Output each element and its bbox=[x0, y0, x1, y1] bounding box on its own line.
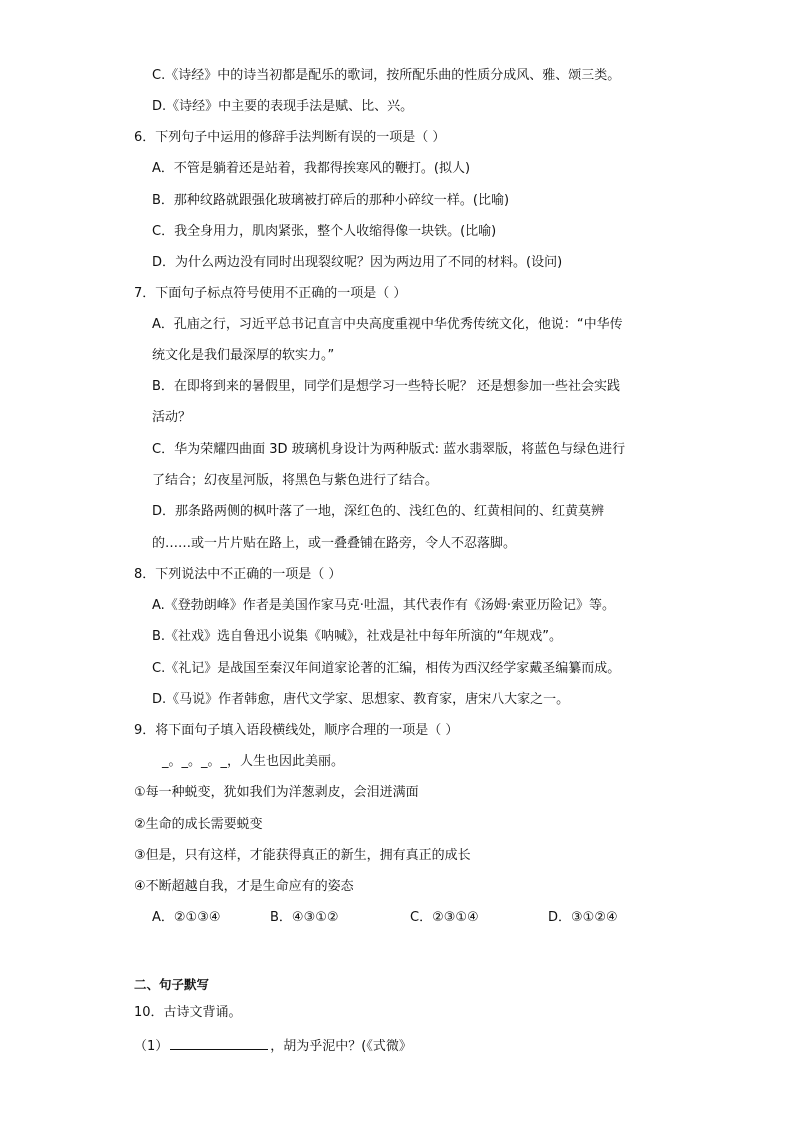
q9-option-b: B．④③①② bbox=[270, 910, 339, 925]
q8-option-a: A.《登勃朗峰》作者是美国作家马克·吐温，其代表作有《汤姆·索亚历险记》等。 bbox=[152, 598, 616, 613]
q6-option-d: D．为什么两边没有同时出现裂纹呢？因为两边用了不同的材料。(设问) bbox=[152, 255, 563, 270]
q9-sentence-4: ④不断超越自我，才是生命应有的姿态 bbox=[134, 879, 354, 894]
q7-option-b-line1: B．在即将到来的暑假里，同学们是想学习一些特长呢？ 还是想参加一些社会实践 bbox=[152, 379, 621, 394]
q10-1-answer-blank[interactable] bbox=[170, 1036, 268, 1050]
q9-blanks: _。_。_。_，人生也因此美丽。 bbox=[162, 754, 345, 769]
q10-1-line bbox=[134, 1036, 412, 1056]
q6-stem: 6．下列句子中运用的修辞手法判断有误的一项是（ ） bbox=[134, 130, 446, 145]
q6-option-c: C．我全身用力，肌肉紧张，整个人收缩得像一块铁。(比喻) bbox=[152, 224, 497, 239]
q7-option-a-line1: A．孔庙之行，习近平总书记直言中央高度重视中华优秀传统文化，他说：“中华传 bbox=[152, 317, 623, 332]
q7-option-c-line1: C．华为荣耀四曲面 3D 玻璃机身设计为两种版式: 蓝水翡翠版，将蓝色与绿色进行 bbox=[152, 442, 626, 457]
q8-stem: 8．下列说法中不正确的一项是（ ） bbox=[134, 567, 342, 582]
q7-option-d-line1: D．那条路两侧的枫叶落了一地，深红色的、浅红色的、红黄相间的、红黄莫辨 bbox=[152, 504, 605, 519]
q8-option-d: D.《马说》作者韩愈，唐代文学家、思想家、教育家，唐宋八大家之一。 bbox=[152, 692, 570, 707]
q10-1-number: （1） bbox=[134, 1039, 169, 1054]
q7-stem: 7．下面句子标点符号使用不正确的一项是（ ） bbox=[134, 286, 407, 301]
section-heading: 二、句子默写 bbox=[134, 977, 210, 992]
q7-option-a-line2: 统文化是我们最深厚的软实力。” bbox=[152, 348, 335, 363]
q9-option-d: D．③①②④ bbox=[548, 910, 618, 925]
q8-option-b: B.《社戏》选自鲁迅小说集《呐喊》，社戏是社中每年所演的“年规戏”。 bbox=[152, 629, 563, 644]
q6-option-b: B．那种纹路就跟强化玻璃被打碎后的那种小碎纹一样。(比喻) bbox=[152, 193, 510, 208]
q10-stem: 10．古诗文背诵。 bbox=[134, 1005, 242, 1020]
q9-option-a: A．②①③④ bbox=[152, 910, 221, 925]
q9-option-c: C．②③①④ bbox=[410, 910, 479, 925]
q5-option-c: C.《诗经》中的诗当初都是配乐的歌词，按所配乐曲的性质分成风、雅、颂三类。 bbox=[152, 68, 621, 83]
q9-stem: 9．将下面句子填入语段横线处，顺序合理的一项是（ ） bbox=[134, 723, 459, 738]
q8-option-c: C.《礼记》是战国至秦汉年间道家论著的汇编，相传为西汉经学家戴圣编纂而成。 bbox=[152, 661, 621, 676]
q6-option-a: A．不管是躺着还是站着，我都得挨寒风的鞭打。(拟人) bbox=[152, 161, 471, 176]
q5-option-d: D.《诗经》中主要的表现手法是赋、比、兴。 bbox=[152, 99, 414, 114]
q10-1-text: ，胡为乎泥中？(《式微》 bbox=[270, 1039, 412, 1054]
q7-option-c-line2: 了结合；幻夜星河版，将黑色与紫色进行了结合。 bbox=[152, 473, 439, 488]
q7-option-b-line2: 活动？ bbox=[152, 410, 192, 425]
q7-option-d-line2: 的……或一片片贴在路上，或一叠叠铺在路旁，令人不忍落脚。 bbox=[152, 536, 517, 551]
q9-sentence-3: ③但是，只有这样，才能获得真正的新生，拥有真正的成长 bbox=[134, 848, 471, 863]
q9-sentence-1: ①每一种蜕变，犹如我们为洋葱剥皮，会泪迸满面 bbox=[134, 785, 419, 800]
q9-sentence-2: ②生命的成长需要蜕变 bbox=[134, 817, 263, 832]
